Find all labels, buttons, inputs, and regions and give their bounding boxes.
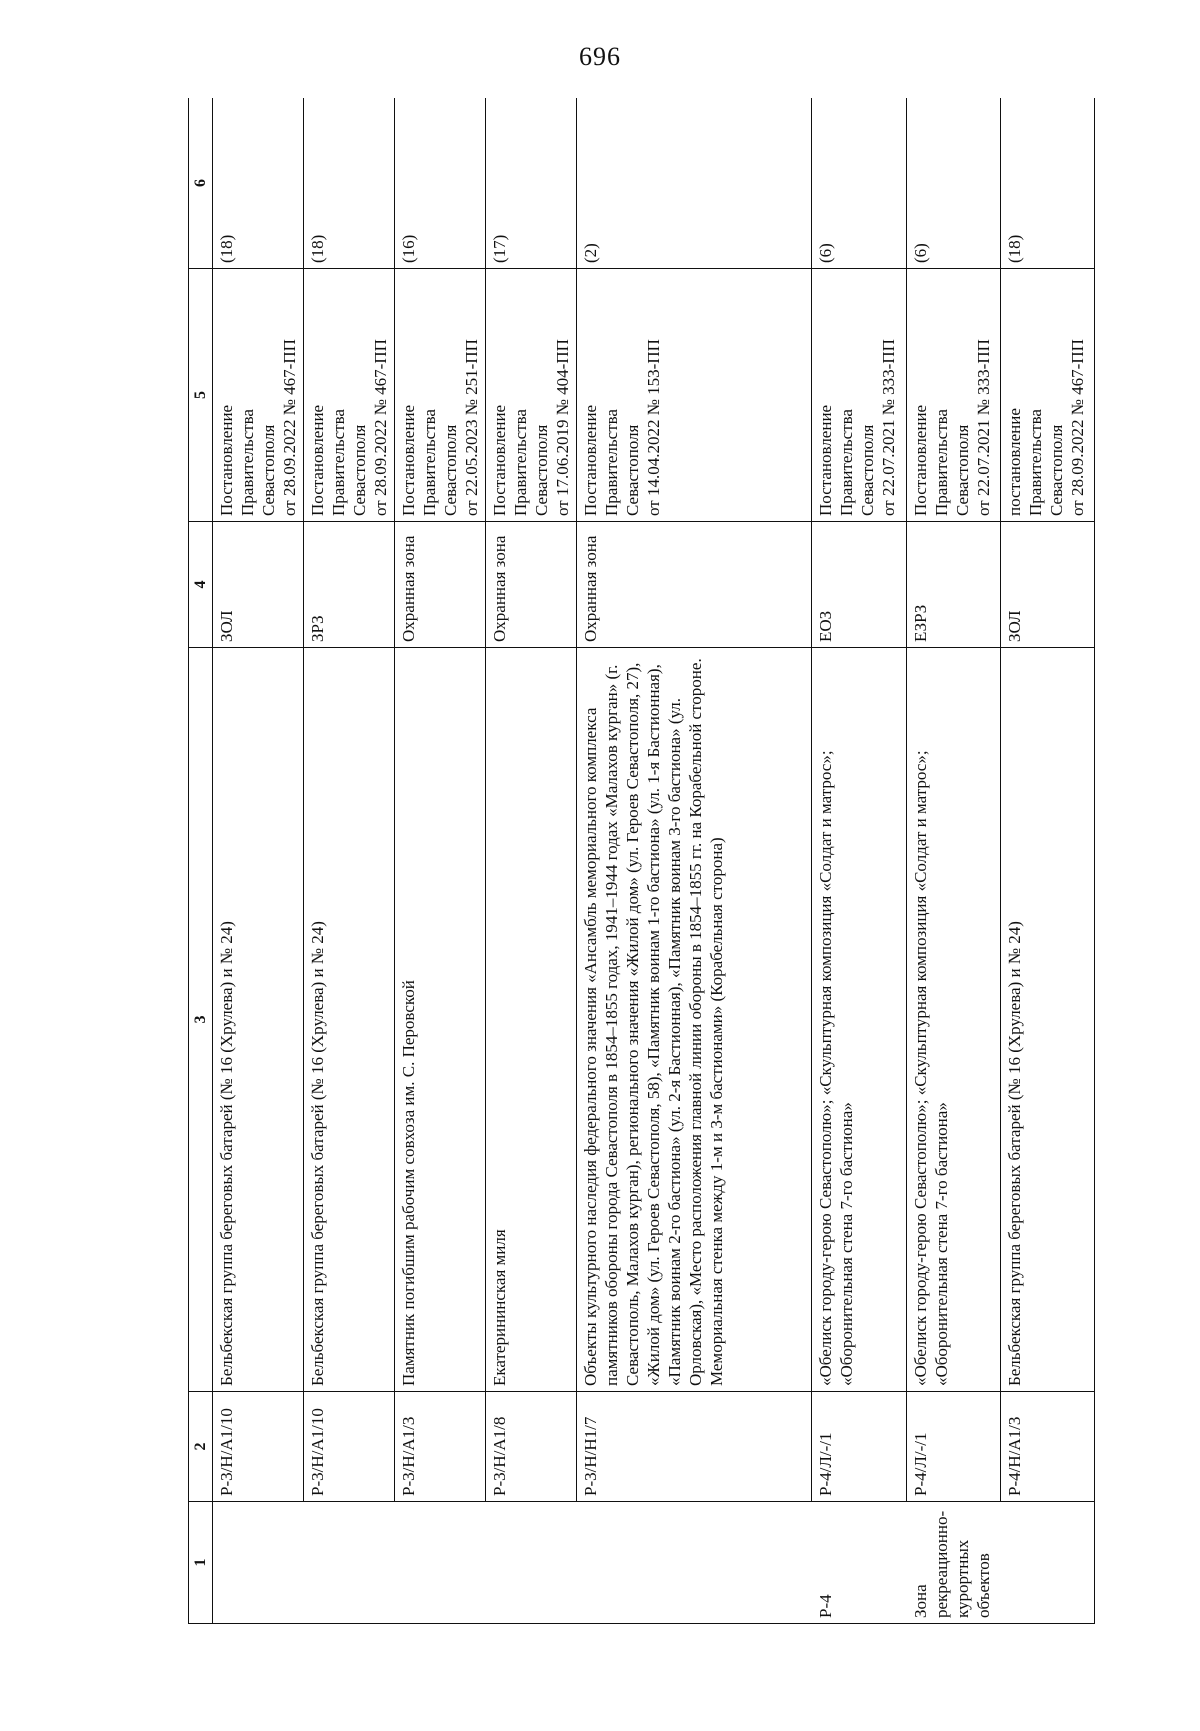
reference-cell: (17) xyxy=(486,98,577,269)
code-cell: Р-3/Н/А1/10 xyxy=(304,1392,395,1502)
document-line: Севастополя xyxy=(858,424,877,516)
document-line: Севастополя xyxy=(350,424,369,516)
zone-cell xyxy=(1001,1502,1095,1624)
document-line: Правительства xyxy=(238,409,257,516)
table-row xyxy=(395,98,486,1624)
page-number: 696 xyxy=(579,42,621,71)
document-line: Правительства xyxy=(1026,409,1045,516)
rotated-table-container xyxy=(188,98,1112,1624)
object-cell: «Обелиск городу-герою Севастополю»; «Скульптурная композиция «Солдат и матрос»; «Оборонительная стена 7-го бастиона» xyxy=(907,648,1001,1392)
document-cell xyxy=(812,269,907,522)
column-header-5: 5 xyxy=(189,269,213,522)
zone-cell: Р-4 xyxy=(812,1502,907,1624)
table-header-row xyxy=(189,98,213,1624)
document-cell xyxy=(486,269,577,522)
document-line: постановление xyxy=(1005,408,1024,516)
reference-cell: (16) xyxy=(395,98,486,269)
zone-type-cell: Охранная зона xyxy=(395,522,486,648)
reference-cell: (18) xyxy=(1001,98,1095,269)
document-line: от 22.05.2023 № 251-ПП xyxy=(462,339,481,516)
document-line: Постановление xyxy=(399,404,418,516)
document-line: Правительства xyxy=(511,409,530,516)
code-cell: Р-3/Н/А1/3 xyxy=(395,1392,486,1502)
document-line: от 28.09.2022 № 467-ПП xyxy=(280,339,299,516)
reference-cell: (6) xyxy=(812,98,907,269)
code-cell: Р-3/Н/А1/8 xyxy=(486,1392,577,1502)
document-line: Севастополя xyxy=(953,424,972,516)
document-cell xyxy=(213,269,304,522)
document-line: Правительства xyxy=(837,409,856,516)
code-cell: Р-4/Н/А1/3 xyxy=(1001,1392,1095,1502)
document-line: Постановление xyxy=(490,404,509,516)
document-line: Правительства xyxy=(420,409,439,516)
document-line: Правительства xyxy=(932,409,951,516)
object-cell: Бельбекская группа береговых батарей (№ 16 (Хрулева) и № 24) xyxy=(1001,648,1095,1392)
document-line: Правительства xyxy=(329,409,348,516)
zones-table xyxy=(188,98,1095,1624)
document-cell xyxy=(577,269,812,522)
zone-cell xyxy=(213,1502,304,1624)
column-header-6: 6 xyxy=(189,98,213,269)
document-line: Постановление xyxy=(911,404,930,516)
zone-type-cell: ЕОЗ xyxy=(812,522,907,648)
reference-cell: (18) xyxy=(304,98,395,269)
document-cell xyxy=(907,269,1001,522)
reference-cell: (2) xyxy=(577,98,812,269)
zone-type-cell: Охранная зона xyxy=(486,522,577,648)
zone-cell xyxy=(577,1502,812,1624)
column-header-1: 1 xyxy=(189,1502,213,1624)
zone-type-cell: ЗОЛ xyxy=(1001,522,1095,648)
object-cell: Екатерининская миля xyxy=(486,648,577,1392)
rotated-page-content xyxy=(188,98,1112,1624)
document-line: Постановление xyxy=(308,404,327,516)
zone-type-cell: ЕЗРЗ xyxy=(907,522,1001,648)
document-line: Севастополя xyxy=(532,424,551,516)
code-cell: Р-4/Л/-/1 xyxy=(812,1392,907,1502)
document-line: от 22.07.2021 № 333-ПП xyxy=(974,339,993,516)
table-row xyxy=(907,98,1001,1624)
reference-cell: (18) xyxy=(213,98,304,269)
zone-cell xyxy=(304,1502,395,1624)
reference-cell: (6) xyxy=(907,98,1001,269)
zone-cell xyxy=(486,1502,577,1624)
document-line: от 22.07.2021 № 333-ПП xyxy=(879,339,898,516)
zone-type-cell: ЗОЛ xyxy=(213,522,304,648)
object-cell: «Обелиск городу-герою Севастополю»; «Скульптурная композиция «Солдат и матрос»; «Оборонительная стена 7-го бастиона» xyxy=(812,648,907,1392)
zone-cell xyxy=(395,1502,486,1624)
document-line: от 28.09.2022 № 467-ПП xyxy=(371,339,390,516)
document-cell xyxy=(304,269,395,522)
object-cell: Памятник погибшим рабочим совхоза им. С. Перовской xyxy=(395,648,486,1392)
table-row xyxy=(486,98,577,1624)
document-line: Севастополя xyxy=(441,424,460,516)
document-line: Правительства xyxy=(602,409,621,516)
object-cell: Объекты культурного наследия федерального значения «Ансамбль мемориального комплекса памятников обороны города Севастополя в 1854–1855 годах, 1941–1944 годах «Малахов курган» (г. Севастополь, Малахов курган), регионального значения «Жилой дом» (ул. Героев Севастополя, 27), «Жилой дом» (ул. Героев Севастополя, 58), «Памятник воинам 1-го бастиона» (ул. 1-я Бастионная), «Памятник воинам 2-го бастиона» (ул. 2-я Бастионная), «Памятник воинам 3-го бастиона» (ул. Орловская), «Место расположения главной линии обороны в 1854–1855 гг. на Корабельной стороне. Мемориальная стенка между 1-м и 3-м бастионами» (Корабельная сторона) xyxy=(577,648,812,1392)
zone-type-cell: Охранная зона xyxy=(577,522,812,648)
table-row xyxy=(577,98,812,1624)
document-line: от 14.04.2022 № 153-ПП xyxy=(644,339,663,516)
document-line: Севастополя xyxy=(1047,424,1066,516)
document-cell xyxy=(395,269,486,522)
document-line: Севастополя xyxy=(259,424,278,516)
document-line: Севастополя xyxy=(623,424,642,516)
zone-type-cell: ЗРЗ xyxy=(304,522,395,648)
object-cell: Бельбекская группа береговых батарей (№ 16 (Хрулева) и № 24) xyxy=(304,648,395,1392)
table-row xyxy=(812,98,907,1624)
zone-cell: Зона рекреационно-курортных объектов xyxy=(907,1502,1001,1624)
document-line: Постановление xyxy=(816,404,835,516)
code-cell: Р-3/Н/Н1/7 xyxy=(577,1392,812,1502)
document-line: от 17.06.2019 № 404-ПП xyxy=(553,339,572,516)
document-line: Постановление xyxy=(217,404,236,516)
column-header-3: 3 xyxy=(189,648,213,1392)
table-row xyxy=(304,98,395,1624)
table-row xyxy=(213,98,304,1624)
document-line: от 28.09.2022 № 467-ПП xyxy=(1068,339,1087,516)
column-header-2: 2 xyxy=(189,1392,213,1502)
column-header-4: 4 xyxy=(189,522,213,648)
document-cell xyxy=(1001,269,1095,522)
code-cell: Р-3/Н/А1/10 xyxy=(213,1392,304,1502)
document-line: Постановление xyxy=(581,404,600,516)
table-row xyxy=(1001,98,1095,1624)
code-cell: Р-4/Л/-/1 xyxy=(907,1392,1001,1502)
object-cell: Бельбекская группа береговых батарей (№ 16 (Хрулева) и № 24) xyxy=(213,648,304,1392)
